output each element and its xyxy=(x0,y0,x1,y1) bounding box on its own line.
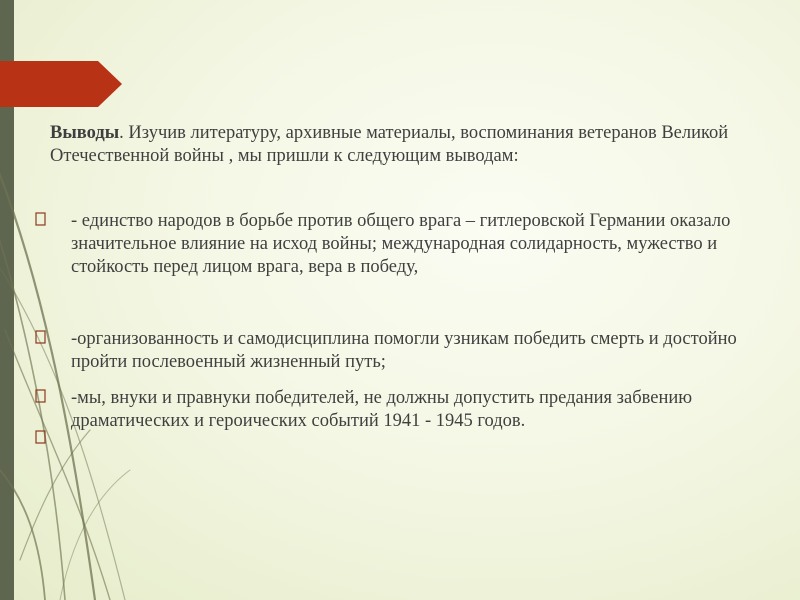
bullet-text: -организованность и самодисциплина помогли узникам победить смерть и достойно пройти послевоенный жизненный путь; xyxy=(71,329,737,372)
title-accent-arrow xyxy=(0,61,122,107)
bullet-text: -мы, внуки и правнуки победителей, не должны допустить предания забвению драматических и героических событий 1941 - 1945 годов. xyxy=(71,388,693,431)
square-bullet-icon xyxy=(34,388,48,404)
intro-text: . Изучив литературу, архивные материалы, воспоминания ветеранов Великой Отечественной войны , мы пришли к следующим выводам: xyxy=(50,123,729,166)
square-bullet-icon xyxy=(34,211,48,227)
bullet-text: - единство народов в борьбе против общего врага – гитлеровской Германии оказало значительное влияние на исход войны; международная солидарность, мужество и стойкость перед лицом врага, вера в победу, xyxy=(71,211,731,277)
intro-paragraph xyxy=(50,122,740,168)
square-bullet-icon xyxy=(34,429,48,445)
square-bullet-icon xyxy=(34,329,48,345)
intro-lead: Выводы xyxy=(50,123,120,143)
